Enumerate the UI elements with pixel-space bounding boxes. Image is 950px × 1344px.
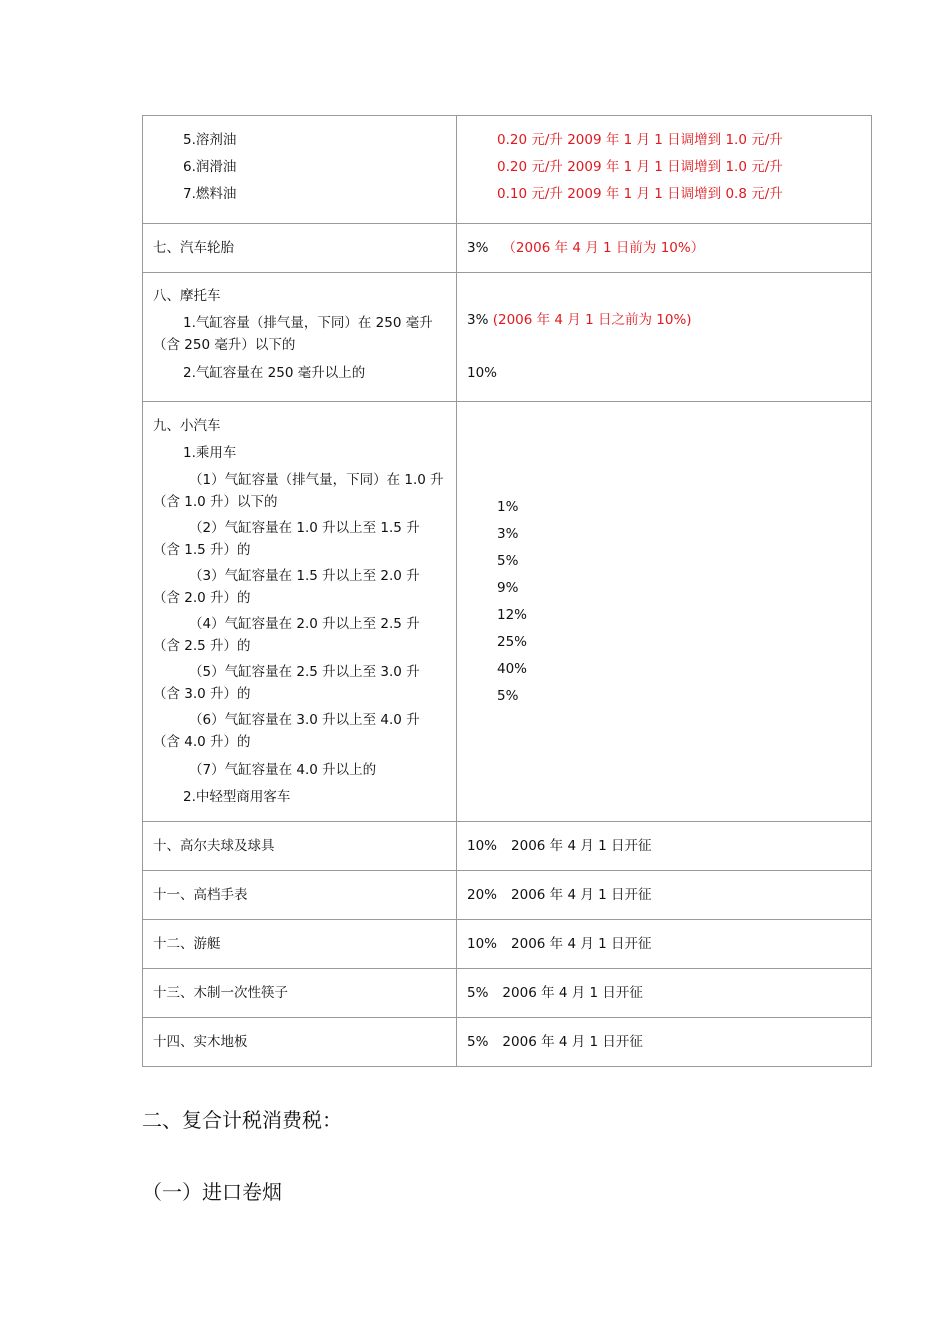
car-rate: 5% xyxy=(497,553,519,569)
oil-rate: 0.20 元/升 2009 年 1 月 1 日调增到 1.0 元/升 xyxy=(497,159,783,175)
car-item: （1）气缸容量（排气量，下同）在 1.0 升（含 1.0 升）以下的 xyxy=(153,472,444,510)
yacht-note: 2006 年 4 月 1 日开征 xyxy=(511,936,652,952)
car-item: （6）气缸容量在 3.0 升以上至 4.0 升（含 4.0 升）的 xyxy=(153,712,420,750)
table-row xyxy=(143,402,872,822)
car-item: （5）气缸容量在 2.5 升以上至 3.0 升（含 3.0 升）的 xyxy=(153,664,420,702)
oil-item: 6.润滑油 xyxy=(183,159,237,175)
tires-note: （2006 年 4 月 1 日前为 10%） xyxy=(502,240,705,256)
car-item: （3）气缸容量在 1.5 升以上至 2.0 升（含 2.0 升）的 xyxy=(153,568,420,606)
golf-rate: 10% xyxy=(467,838,498,854)
chopsticks-rate-cell xyxy=(457,969,872,1018)
car-sub: 1.乘用车 xyxy=(183,445,237,461)
car-rate: 40% xyxy=(497,661,528,677)
table-row xyxy=(143,273,872,402)
sub-heading: （一）进口卷烟 xyxy=(142,1180,282,1204)
chopsticks-rate: 5% xyxy=(467,985,489,1001)
moto-rate-2: 10% xyxy=(467,365,498,381)
car-rate: 3% xyxy=(497,526,519,542)
golf-note: 2006 年 4 月 1 日开征 xyxy=(511,838,652,854)
section-heading: 二、复合计税消费税： xyxy=(142,1108,342,1132)
table-row xyxy=(143,822,872,871)
car-rate: 9% xyxy=(497,580,519,596)
car-item: （7）气缸容量在 4.0 升以上的 xyxy=(189,762,377,778)
yacht-rate: 10% xyxy=(467,936,498,952)
watch-note: 2006 年 4 月 1 日开征 xyxy=(511,887,652,903)
floor-rate-cell xyxy=(457,1018,872,1067)
moto-rate-1-line xyxy=(467,307,861,334)
floor-rate: 5% xyxy=(467,1034,489,1050)
moto-rates-cell xyxy=(457,273,872,402)
tires-name: 七、汽车轮胎 xyxy=(143,224,457,273)
car-sub-2: 2.中轻型商用客车 xyxy=(183,789,291,805)
car-rates-cell xyxy=(457,402,872,822)
moto-rate-1: 3% xyxy=(467,312,489,328)
car-rate: 5% xyxy=(497,688,519,704)
yacht-rate-cell xyxy=(457,920,872,969)
oil-rates-cell xyxy=(457,116,872,224)
table-row xyxy=(143,116,872,224)
table-row xyxy=(143,969,872,1018)
oil-item: 7.燃料油 xyxy=(183,186,237,202)
moto-name: 八、摩托车 xyxy=(153,288,221,304)
table-row xyxy=(143,224,872,273)
floor-note: 2006 年 4 月 1 日开征 xyxy=(502,1034,643,1050)
tires-rate: 3% xyxy=(467,240,489,256)
car-rate: 25% xyxy=(497,634,528,650)
oil-rate: 0.10 元/升 2009 年 1 月 1 日调增到 0.8 元/升 xyxy=(497,186,783,202)
oil-rate: 0.20 元/升 2009 年 1 月 1 日调增到 1.0 元/升 xyxy=(497,132,783,148)
oil-item: 5.溶剂油 xyxy=(183,132,237,148)
car-rate: 12% xyxy=(497,607,528,623)
moto-items-cell xyxy=(143,273,457,402)
golf-rate-cell xyxy=(457,822,872,871)
yacht-name: 十二、游艇 xyxy=(143,920,457,969)
table-row xyxy=(143,920,872,969)
tax-rate-table xyxy=(142,115,872,1067)
floor-name: 十四、实木地板 xyxy=(143,1018,457,1067)
moto-rate-1-note: (2006 年 4 月 1 日之前为 10%) xyxy=(492,312,692,328)
chopsticks-name: 十三、木制一次性筷子 xyxy=(143,969,457,1018)
table-row xyxy=(143,871,872,920)
watch-name: 十一、高档手表 xyxy=(143,871,457,920)
moto-item-1: 1.气缸容量（排气量，下同）在 250 毫升（含 250 毫升）以下的 xyxy=(153,315,433,353)
car-item: （4）气缸容量在 2.0 升以上至 2.5 升（含 2.5 升）的 xyxy=(153,616,420,654)
car-rate: 1% xyxy=(497,499,519,515)
car-item: （2）气缸容量在 1.0 升以上至 1.5 升（含 1.5 升）的 xyxy=(153,520,420,558)
golf-name: 十、高尔夫球及球具 xyxy=(143,822,457,871)
watch-rate: 20% xyxy=(467,887,498,903)
watch-rate-cell xyxy=(457,871,872,920)
moto-item-2: 2.气缸容量在 250 毫升以上的 xyxy=(183,365,366,381)
oil-items-cell xyxy=(143,116,457,224)
car-items-cell xyxy=(143,402,457,822)
tires-rate-cell xyxy=(457,224,872,273)
car-name: 九、小汽车 xyxy=(153,418,221,434)
chopsticks-note: 2006 年 4 月 1 日开征 xyxy=(502,985,643,1001)
table-row xyxy=(143,1018,872,1067)
